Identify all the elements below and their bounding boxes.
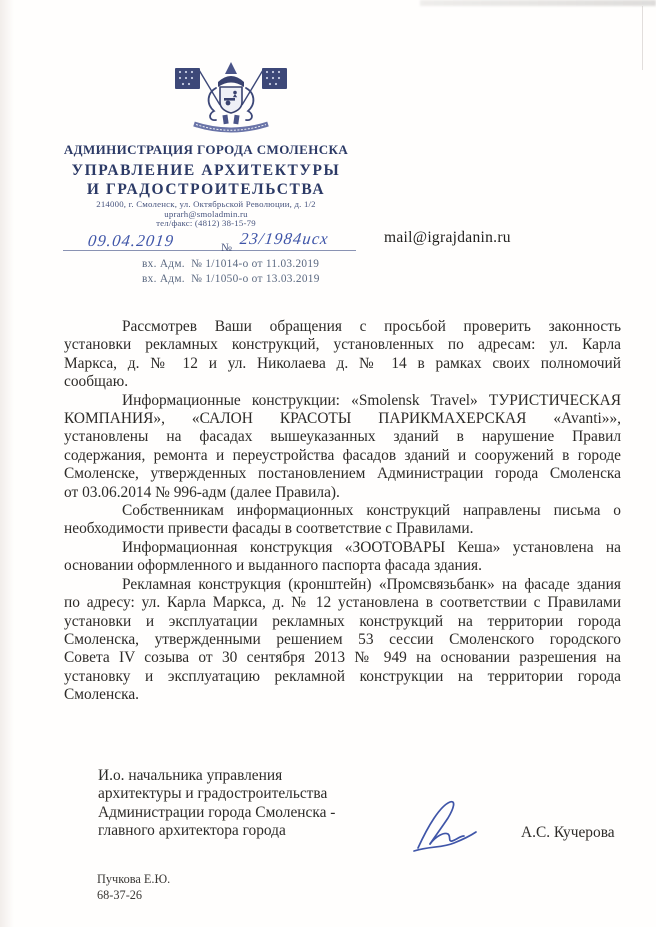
- incoming-reference-1: вх. Адм. № 1/1014-о от 11.03.2019: [142, 258, 320, 270]
- incoming-reference-2: вх. Адм. № 1/1050-о от 13.03.2019: [142, 273, 320, 285]
- body-line: Рекламная конструкция (кронштейн) «Промсвязьбанк» на фасаде здания: [122, 575, 621, 593]
- smolensk-coat-of-arms-icon: [172, 61, 290, 139]
- signatory-position-line: Администрации города Смоленска -: [98, 803, 336, 821]
- body-line: Смоленске, утвержденных постановлением Администрации города Смоленска: [64, 465, 621, 483]
- paragraph-2: [64, 392, 621, 502]
- body-line: основании оформленного и выданного паспорта фасада здания.: [64, 557, 482, 575]
- executor-block: [97, 872, 170, 903]
- body-line: Собственникам информационных конструкций направлены письма о: [122, 502, 621, 520]
- body-line: установку и эксплуатацию рекламной конструкции на территории города: [64, 667, 621, 685]
- scan-artifact-left: [0, 0, 14, 927]
- number-sign-label: №: [221, 242, 232, 254]
- scan-artifact-top: [420, 0, 656, 6]
- signatory-position-block: [98, 767, 408, 840]
- body-line: Рассмотрев Ваши обращения с просьбой проверить законность: [122, 318, 621, 335]
- org-email: uprarh@smoladmin.ru: [164, 208, 248, 219]
- executor-phone: 68-37-26: [97, 887, 143, 902]
- body-line: Информационные конструкции: «Smolensk Travel» ТУРИСТИЧЕСКАЯ: [122, 391, 621, 409]
- org-contact-block: [6, 200, 406, 229]
- executor-name: Пучкова Е.Ю.: [97, 872, 171, 886]
- body-line: сообщаю.: [64, 373, 129, 391]
- paragraph-5: [64, 576, 621, 705]
- org-name-administration: АДМИНИСТРАЦИЯ ГОРОДА СМОЛЕНСКА: [63, 142, 349, 157]
- body-line: установлены на фасадах вышеуказанных зданий в нарушение Правил: [64, 428, 621, 446]
- signatory-position-line: главного архитектора города: [98, 821, 286, 839]
- body-line: КОМПАНИЯ», «САЛОН КРАСОТЫ ПАРИКМАХЕРСКАЯ «Avanti»»,: [64, 410, 621, 428]
- body-line: Информационная конструкция «ЗООТОВАРЫ Кеша» установлена на: [122, 538, 621, 556]
- body-line: необходимости привести фасады в соответствие с Правилами.: [64, 520, 474, 538]
- paragraph-3: [64, 502, 621, 539]
- body-line: Совета IV созыва от 30 сентября 2013 № 949 на основании разрешения на: [64, 649, 621, 667]
- org-name-department-line1: УПРАВЛЕНИЕ АРХИТЕКТУРЫ: [71, 162, 341, 179]
- signatory-position-line: И.о. начальника управления: [98, 767, 283, 784]
- body-line: установки рекламных конструкций, установленных по адресам: ул. Карла: [64, 336, 621, 354]
- handwritten-outgoing-number: 23/1984исх: [238, 229, 330, 248]
- body-line: Маркса, д. № 12 и ул. Николаева д. № 14 в рамках своих полномочий: [64, 354, 621, 372]
- body-line: Смоленска.: [64, 686, 139, 704]
- handwritten-signature-icon: [410, 796, 488, 854]
- org-name-department-line2: И ГРАДОСТРОИТЕЛЬСТВА: [86, 181, 326, 198]
- body-line: от 03.06.2014 № 996-адм (далее Правила).: [64, 483, 340, 501]
- body-line: содержания, ремонта и переустройства фасадов зданий и сооружений в городе: [64, 446, 621, 464]
- org-phone-fax: тел/факс: (4812) 38-15-79: [156, 218, 256, 229]
- body-line: установки и эксплуатации рекламных конструкций на территории города: [64, 612, 621, 630]
- body-line: по адресу: ул. Карла Маркса, д. № 12 установлена в соответствии с Правилами: [64, 594, 621, 612]
- paragraph-4: [64, 539, 621, 576]
- paragraph-1: [64, 318, 621, 392]
- handwritten-date: 09.04.2019: [86, 231, 176, 250]
- scan-artifact-right: [642, 6, 643, 70]
- body-line: Смоленска, утвержденными решением 53 сессии Смоленского городского: [64, 630, 621, 648]
- recipient-email: mail@igrajdanin.ru: [384, 229, 511, 246]
- signatory-name: А.С. Кучерова: [521, 824, 615, 841]
- letter-body: [64, 318, 621, 705]
- signatory-position-line: архитектуры и градостроительства: [98, 785, 328, 803]
- org-postal-address: 214000, г. Смоленск, ул. Октябрьской Революции, д. 1/2: [96, 199, 316, 209]
